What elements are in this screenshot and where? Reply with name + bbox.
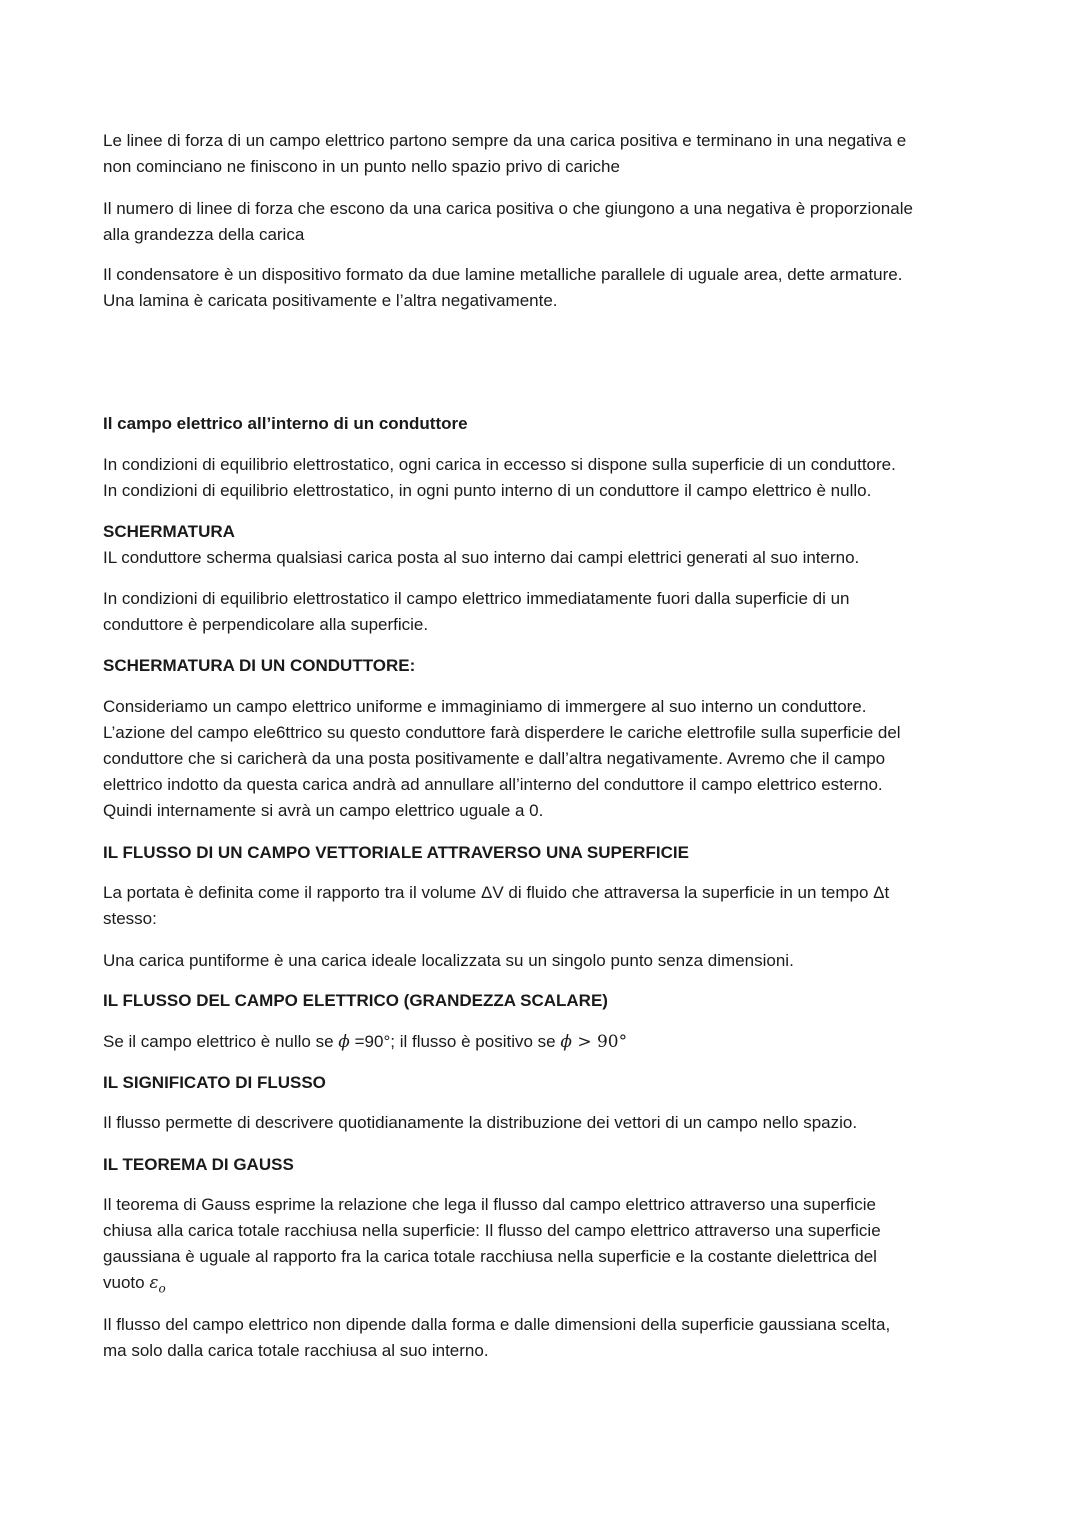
- paragraph-perpendicular: [103, 586, 850, 638]
- text-line: gaussiana è uguale al rapporto fra la carica totale racchiusa nella superficie e la costante dielettrica del: [103, 1247, 877, 1266]
- text-line: Quindi internamente si avrà un campo elettrico uguale a 0.: [103, 801, 544, 820]
- text-line: Il teorema di Gauss esprime la relazione che lega il flusso dal campo elettrico attraverso una superficie: [103, 1195, 876, 1214]
- paragraph-flux-meaning: Il flusso permette di descrivere quotidianamente la distribuzione dei vettori di un campo nello spazio.: [103, 1113, 858, 1132]
- section-shielding: [103, 519, 859, 571]
- heading-conductor-field: Il campo elettrico all’interno di un conduttore: [103, 414, 468, 433]
- paragraph-point-charge: Una carica puntiforme è una carica ideale localizzata su un singolo punto senza dimensioni.: [103, 951, 794, 970]
- text-line: In condizioni di equilibrio elettrostatico, in ogni punto interno di un conduttore il campo elettrico è nullo.: [103, 481, 872, 500]
- text-line: stesso:: [103, 909, 157, 928]
- heading-electric-flux: IL FLUSSO DEL CAMPO ELETTRICO (GRANDEZZA SCALARE): [103, 991, 608, 1010]
- paragraph-gauss: [103, 1192, 881, 1296]
- heading-conductor-shielding: SCHERMATURA DI UN CONDUTTORE:: [103, 656, 416, 675]
- text-line: elettrico indotto da questa carica andrà ad annullare all’interno del conduttore il campo elettrico esterno.: [103, 775, 883, 794]
- text-line: Il numero di linee di forza che escono da una carica positiva o che giungono a una negativa è proporzionale: [103, 199, 913, 218]
- paragraph-field-lines: [103, 128, 906, 180]
- epsilon-subscript: o: [158, 1281, 166, 1296]
- text-line: chiusa alla carica totale racchiusa nella superficie: Il flusso del campo elettrico attraverso una superficie: [103, 1221, 881, 1240]
- text-line: Una lamina è caricata positivamente e l’altra negativamente.: [103, 291, 558, 310]
- paragraph-uniform-field: [103, 694, 901, 824]
- phi-symbol: ϕ: [338, 1032, 350, 1052]
- text-line: Le linee di forza di un campo elettrico partono sempre da una carica positiva e terminano in una negativa e: [103, 131, 907, 150]
- text-line: La portata è definita come il rapporto tra il volume ΔV di fluido che attraversa la superficie in un tempo Δt: [103, 883, 890, 902]
- text-span: =90°; il flusso è positivo se: [349, 1032, 561, 1051]
- paragraph-equilibrium: [103, 452, 896, 504]
- text-line: conduttore è perpendicolare alla superficie.: [103, 615, 429, 634]
- text-line: Il flusso del campo elettrico non dipende dalla forma e dalle dimensioni della superficie gaussiana scelta,: [103, 1315, 891, 1334]
- phi-symbol: ϕ: [560, 1032, 572, 1052]
- paragraph-flux-independence: [103, 1312, 890, 1364]
- epsilon-symbol: ε: [149, 1273, 159, 1293]
- text-line: In condizioni di equilibrio elettrostatico il campo elettrico immediatamente fuori dalla superficie di un: [103, 589, 850, 608]
- text-line: alla grandezza della carica: [103, 225, 305, 244]
- heading-gauss-theorem: IL TEOREMA DI GAUSS: [103, 1155, 294, 1174]
- text-line: non cominciano ne finiscono in un punto nello spazio privo di cariche: [103, 157, 620, 176]
- heading-vector-flux: IL FLUSSO DI UN CAMPO VETTORIALE ATTRAVERSO UNA SUPERFICIE: [103, 843, 689, 862]
- text-line: In condizioni di equilibrio elettrostatico, ogni carica in eccesso si dispone sulla superficie di un conduttore.: [103, 455, 896, 474]
- heading-shielding: SCHERMATURA: [103, 522, 235, 541]
- text-line: Consideriamo un campo elettrico uniforme e immaginiamo di immergere al suo interno un conduttore.: [103, 697, 867, 716]
- math-comparison: > 90°: [571, 1032, 628, 1052]
- heading-flux-meaning: IL SIGNIFICATO DI FLUSSO: [103, 1073, 326, 1092]
- paragraph-flux-sign: [103, 1029, 627, 1055]
- text-line: conduttore che si caricherà da una posta positivamente e dall’altra negativamente. Avremo che il campo: [103, 749, 886, 768]
- paragraph-flow-rate: [103, 880, 889, 932]
- text-line: [103, 1270, 881, 1296]
- text-line: IL conduttore scherma qualsiasi carica posta al suo interno dai campi elettrici generati al suo interno.: [103, 548, 860, 567]
- paragraph-capacitor: [103, 262, 902, 314]
- text-span: Se il campo elettrico è nullo se: [103, 1032, 339, 1051]
- text-line: L’azione del campo ele6ttrico su questo conduttore farà disperdere le cariche elettrofile sulla superficie del: [103, 723, 901, 742]
- text-line: ma solo dalla carica totale racchiusa al suo interno.: [103, 1341, 489, 1360]
- paragraph-line-count: [103, 196, 913, 248]
- text-line: Il condensatore è un dispositivo formato da due lamine metalliche parallele di uguale area, dette armature.: [103, 265, 903, 284]
- text-span: vuoto: [103, 1273, 150, 1292]
